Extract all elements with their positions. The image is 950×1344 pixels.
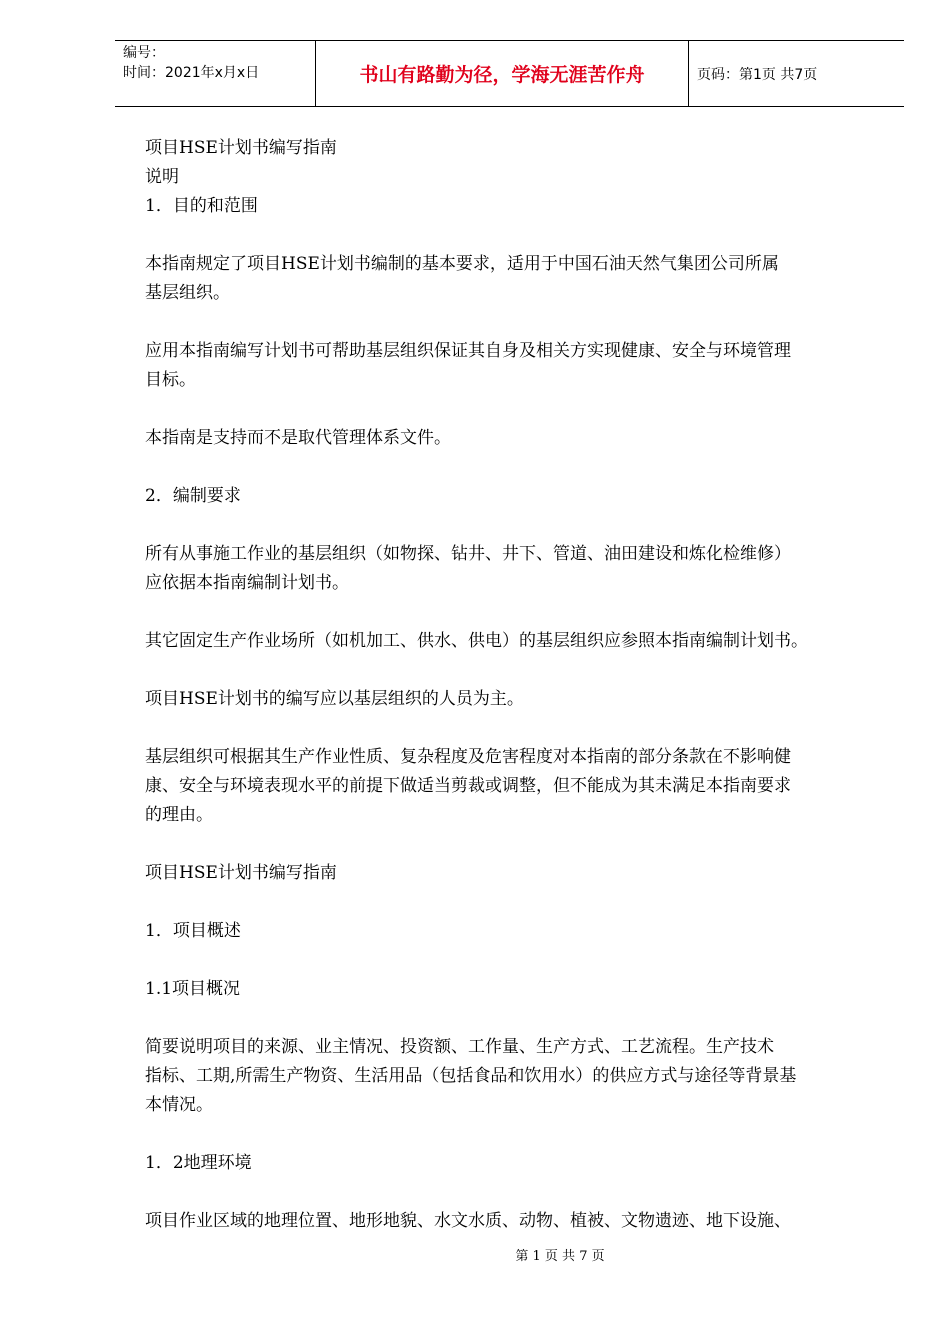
body-line: 项目HSE计划书编写指南 — [145, 138, 337, 158]
blank-line — [145, 308, 890, 337]
body-line: 项目作业区域的地理位置、地形地貌、水文水质、动物、植被、文物遗迹、地下设施、 — [145, 1211, 791, 1231]
body-line: 本指南是支持而不是取代管理体系文件。 — [145, 428, 451, 448]
blank-line — [145, 946, 890, 975]
blank-line — [145, 511, 890, 540]
blank-line — [145, 1178, 890, 1207]
body-line: 说明 — [145, 167, 179, 187]
body-line: 项目HSE计划书编写指南 — [145, 863, 337, 883]
blank-line — [145, 1004, 890, 1033]
body-line: 项目HSE计划书的编写应以基层组织的人员为主。 — [145, 689, 524, 709]
document-number-label: 编号： — [123, 45, 165, 61]
blank-line — [145, 888, 890, 917]
body-line: 指标、工期,所需生产物资、生活用品（包括食品和饮用水）的供应方式与途径等背景基 — [145, 1066, 797, 1086]
blank-line — [145, 656, 890, 685]
blank-line — [145, 1120, 890, 1149]
header-page-info: 页码：第1页 共7页 — [697, 66, 818, 83]
body-line: 康、安全与环境表现水平的前提下做适当剪裁或调整，但不能成为其未满足本指南要求 — [145, 776, 791, 796]
blank-line — [145, 453, 890, 482]
body-line: 本指南规定了项目HSE计划书编制的基本要求，适用于中国石油天然气集团公司所属 — [145, 254, 779, 274]
body-line: 2．编制要求 — [145, 486, 241, 506]
body-line: 应依据本指南编制计划书。 — [145, 573, 349, 593]
body-line: 1.1项目概况 — [145, 979, 241, 999]
body-line: 所有从事施工作业的基层组织（如物探、钻井、井下、管道、油田建设和炼化检维修） — [145, 544, 791, 564]
body-line: 本情况。 — [145, 1095, 213, 1115]
body-line: 1．项目概述 — [145, 921, 241, 941]
header-meta — [115, 41, 315, 106]
blank-line — [145, 395, 890, 424]
document-time-label: 时间：2021年x月x日 — [123, 65, 260, 81]
body-line: 基层组织可根据其生产作业性质、复杂程度及危害程度对本指南的部分条款在不影响健 — [145, 747, 791, 767]
blank-line — [145, 221, 890, 250]
body-line: 的理由。 — [145, 805, 213, 825]
blank-line — [145, 830, 890, 859]
document-body — [145, 134, 890, 1236]
body-line: 基层组织。 — [145, 283, 230, 303]
body-line: 目标。 — [145, 370, 196, 390]
blank-line — [145, 714, 890, 743]
body-line: 简要说明项目的来源、业主情况、投资额、工作量、生产方式、工艺流程。生产技术 — [145, 1037, 774, 1057]
body-line: 应用本指南编写计划书可帮助基层组织保证其自身及相关方实现健康、安全与环境管理 — [145, 341, 791, 361]
header-table — [115, 40, 904, 107]
body-line: 其它固定生产作业场所（如机加工、供水、供电）的基层组织应参照本指南编制计划书。 — [145, 631, 808, 651]
body-line: 1．2地理环境 — [145, 1153, 252, 1173]
page-footer: 第 1 页 共 7 页 — [515, 1249, 605, 1264]
header-motto: 书山有路勤为径，学海无涯苦作舟 — [315, 41, 689, 106]
body-line: 1．目的和范围 — [145, 196, 258, 216]
blank-line — [145, 598, 890, 627]
